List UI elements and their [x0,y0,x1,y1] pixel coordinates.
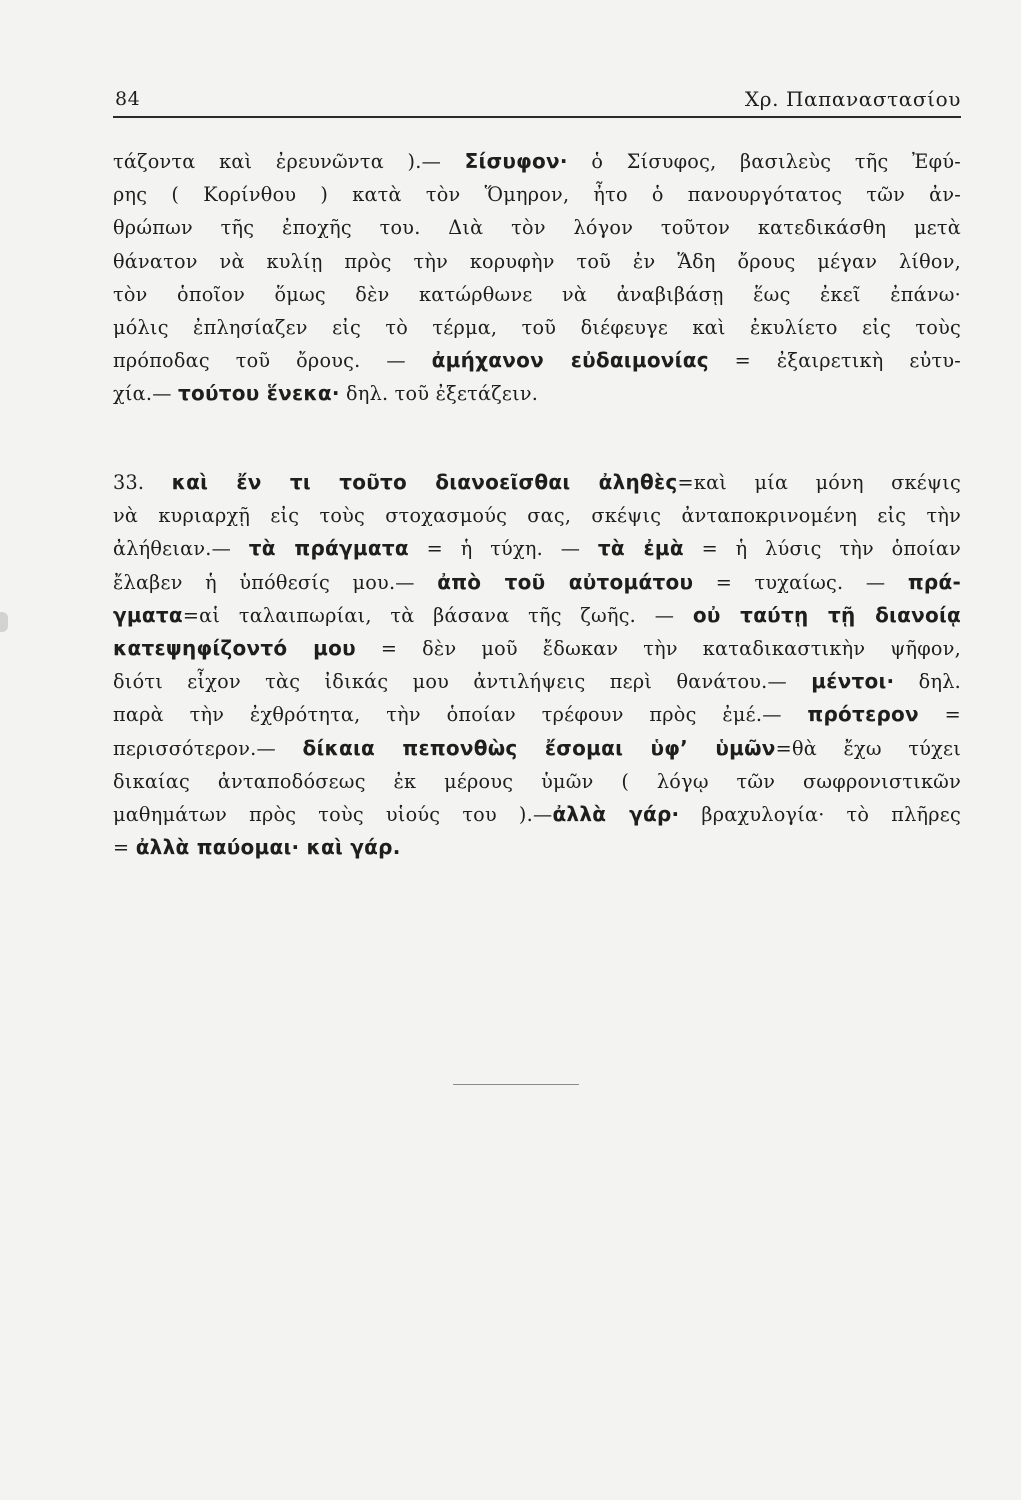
text-line [113,311,961,344]
gloss-text: θάνατον νὰ κυλίῃ πρὸς τὴν κορυφὴν τοῦ ἐν Ἅδη ὄρους μέγαν λίθον, [113,249,961,273]
gloss-text: = ἡ τύχη. — [408,537,598,561]
gloss-text: μαθημάτων πρὸς τοὺς υἱούς του ).— [113,802,553,826]
gloss-text: = [918,703,961,727]
gloss-text: βραχυλογία· τὸ πλῆρες [679,802,961,826]
text-line [113,798,961,831]
lemma-term: γματα [113,602,183,627]
gloss-text: = ἐξαιρετικὴ εὐτυ- [708,349,961,373]
text-line [113,632,961,665]
lemma-term: ἀλλὰ γάρ· [552,801,680,826]
gloss-text: = τυχαίως. — [693,570,908,594]
gloss-text: τάζοντα καὶ ἐρευνῶντα ).— [113,150,465,173]
gloss-text: δηλ. τοῦ ἐξετάζειν. [339,382,539,406]
text-line [113,532,961,565]
gloss-text: ὁ Σίσυφος, βασιλεὺς τῆς Ἐφύ- [567,150,961,173]
text-line [113,765,961,798]
lemma-term: πρότερον [807,702,919,727]
lemma-term: ἀπὸ τοῦ αὐτομάτου [437,569,694,594]
text-line [113,599,961,632]
gloss-text: δηλ. [894,670,961,694]
text-line [113,499,961,532]
lemma-term: κατεψηφίζοντό μου [113,635,356,660]
gloss-text: τὸν ὁποῖον ὅμως δὲν κατώρθωνε νὰ ἀναβιβάσῃ ἕως ἐκεῖ ἐπάνω· [113,282,961,306]
page-header [113,82,961,118]
gloss-text: πρόποδας τοῦ ὄρους. — [113,349,432,373]
gloss-text: ρης ( Κορίνθου ) κατὰ τὸν Ὅμηρον, ἦτο ὁ πανουργότατος τῶν ἀν- [113,183,961,207]
gloss-text: δικαίας ἀνταποδόσεως ἐκ μέρους ὑμῶν ( λόγῳ τῶν σωφρονιστικῶν [113,769,961,793]
lemma-term: τούτου ἕνεκα· [178,381,340,406]
text-line [113,344,961,377]
lemma-term: ἀλλὰ παύομαι· καὶ γάρ. [135,835,401,860]
text-line [113,698,961,731]
lemma-term: πρά- [907,569,962,594]
text-line [113,211,961,244]
gloss-text: περισσότερον.— [113,736,303,760]
running-head: Χρ. Παπαναστασίου [744,87,961,111]
commentary-paragraph-2 [113,466,961,864]
text-line [113,278,961,311]
text-line [113,145,961,178]
text-line [113,466,961,499]
gloss-text: διότι εἶχον τὰς ἰδικάς μου ἀντιλήψεις περὶ θανάτου.— [113,670,812,694]
text-line [113,831,961,864]
gloss-text: χία.— [113,382,178,406]
text-line [113,566,961,599]
gloss-text: ἔλαβεν ἡ ὑπόθεσίς μου.— [113,570,438,594]
gloss-text: = δὲν μοῦ ἔδωκαν τὴν καταδικαστικὴν ψῆφον, [355,636,961,660]
lemma-term: τὰ ἐμὰ [597,536,684,561]
gloss-text: =θὰ ἔχω τύχει [775,736,961,760]
page-number: 84 [115,88,141,110]
page-edge-mark [0,612,8,632]
gloss-text: θρώπων τῆς ἐποχῆς του. Διὰ τὸν λόγον τοῦτον κατεδικάσθη μετὰ [113,216,961,240]
lemma-term: τὰ πράγματα [248,536,409,561]
commentary-paragraph-1 [113,145,961,411]
gloss-text: μόλις ἐπλησίαζεν εἰς τὸ τέρμα, τοῦ διέφευγε καὶ ἐκυλίετο εἰς τοὺς [113,315,961,339]
lemma-term: καὶ ἔν τι τοῦτο διανοεῖσθαι ἀληθὲς [171,470,678,494]
gloss-text: παρὰ τὴν ἐχθρότητα, τὴν ὁποίαν τρέφουν πρὸς ἐμέ.— [113,703,808,727]
text-line [113,178,961,211]
gloss-text: =αἱ ταλαιπωρίαι, τὰ βάσανα τῆς ζωῆς. — [182,603,693,627]
lemma-term: δίκαια πεπονθὼς ἔσομαι ὑφ’ ὑμῶν [302,735,776,760]
gloss-text: =καὶ μία μόνη σκέψις [677,471,961,494]
text-line [113,377,961,410]
text-line [113,665,961,698]
gloss-text: = ἡ λύσις τὴν ὁποίαν [683,537,961,561]
lemma-term: Σίσυφον· [464,149,568,173]
gloss-text: = [113,836,136,860]
gloss-text: 33. [113,471,172,494]
lemma-term: μέντοι· [811,669,895,694]
gloss-text: νὰ κυριαρχῇ εἰς τοὺς στοχασμούς σας, σκέψις ἀνταποκρινομένη εἰς τὴν [113,504,961,528]
text-line [113,732,961,765]
footer-rule [453,1084,579,1085]
gloss-text: ἀλήθειαν.— [113,537,249,561]
text-line [113,245,961,278]
lemma-term: ἀμήχανον εὐδαιμονίας [431,348,709,373]
lemma-term: οὐ ταύτῃ τῇ διανοίᾳ [692,602,961,627]
